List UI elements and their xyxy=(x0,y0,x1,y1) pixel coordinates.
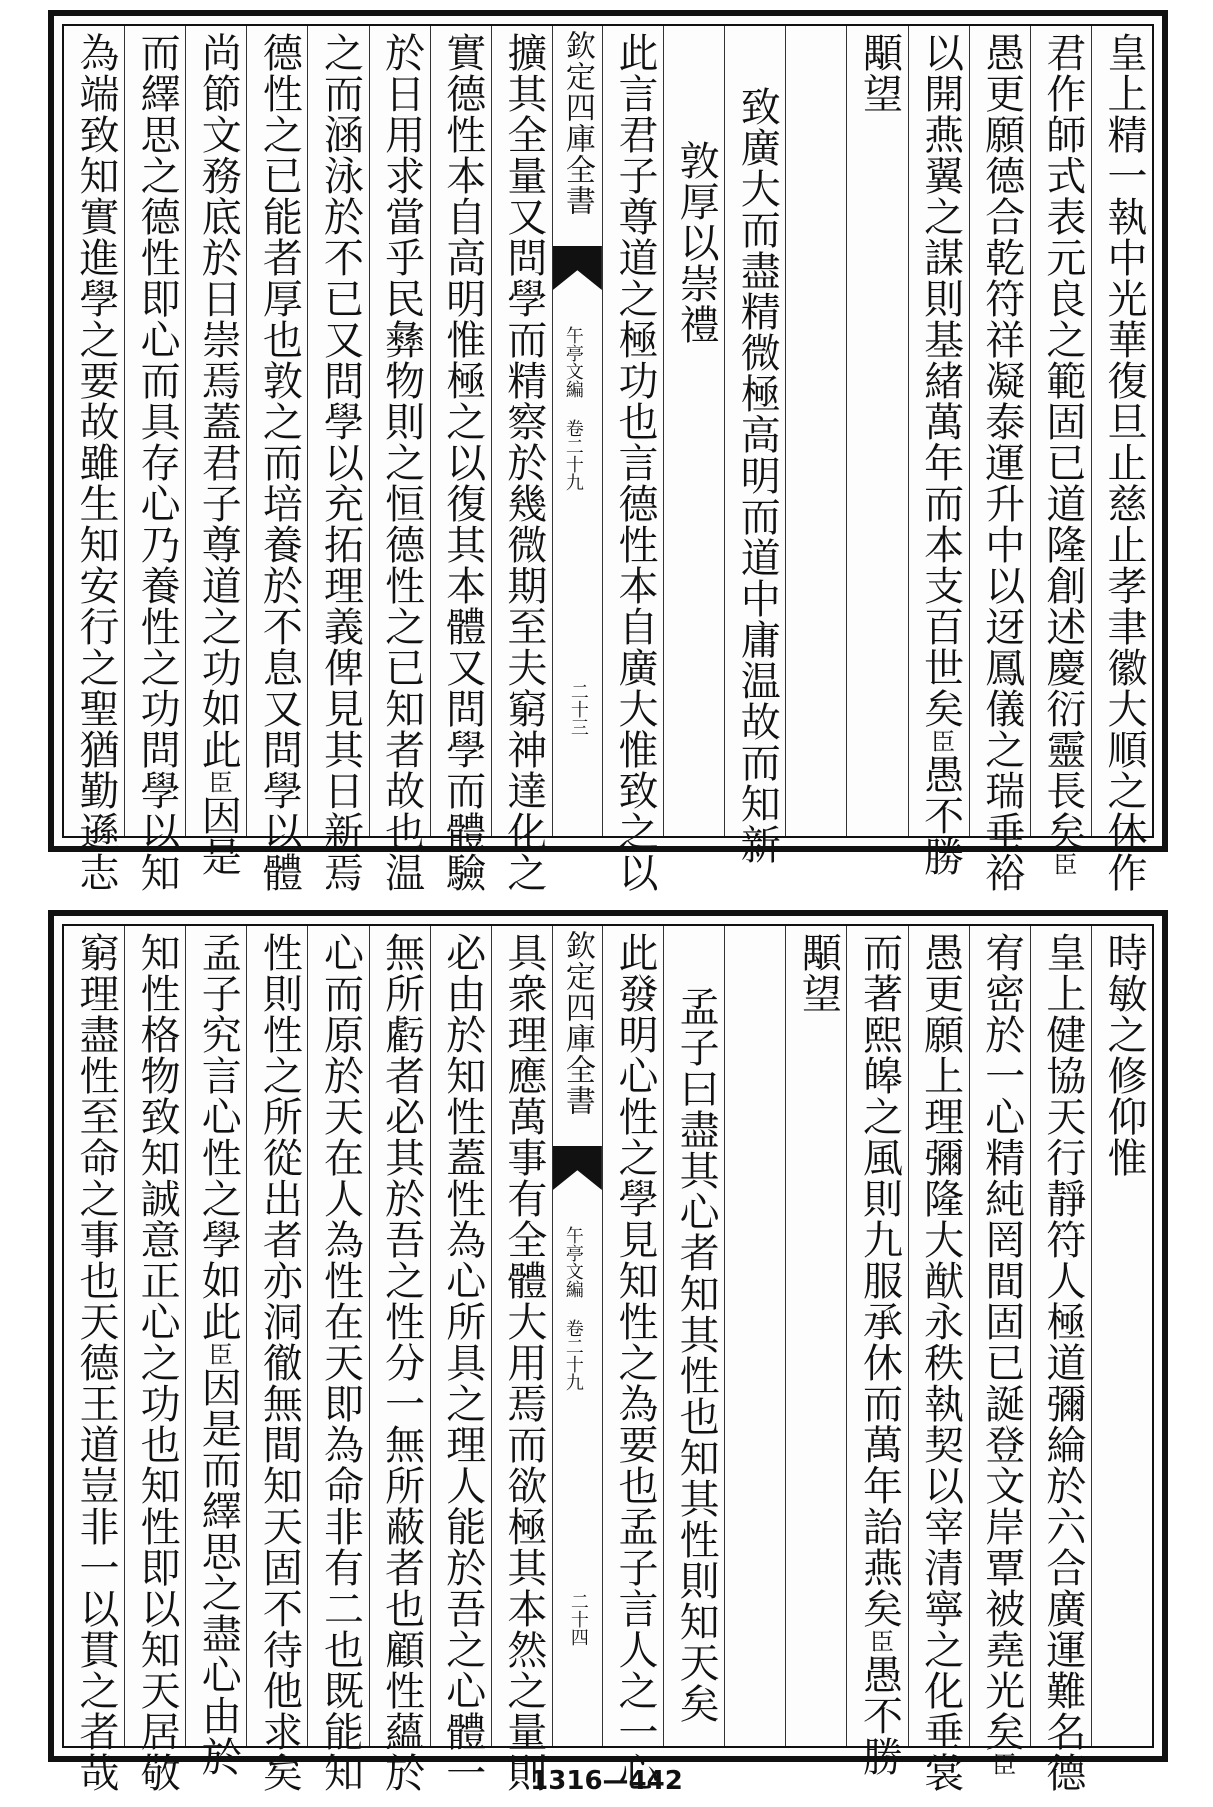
column-text: 實德性本自高明惟極之以復其本體又問學而體驗 xyxy=(439,32,486,893)
folio-number: 二十三 xyxy=(567,682,589,736)
page-top xyxy=(48,10,1168,893)
column-text: 德性之已能者厚也敦之而培養於不息又問學以體 xyxy=(256,32,303,893)
column-text: 之而涵泳於不已又問學以充拓理義俾見其日新焉 xyxy=(317,32,364,893)
text-column xyxy=(663,926,724,1746)
text-column xyxy=(1030,926,1091,1793)
subject-note: 臣 xyxy=(204,1342,233,1367)
text-column xyxy=(908,26,969,877)
text-column xyxy=(430,26,491,893)
column-text: 愚更願德合乾符祥凝泰運升中以迓鳳儀之瑞垂裕 xyxy=(978,32,1025,893)
subject-note: 臣 xyxy=(865,1629,894,1654)
text-column xyxy=(1091,26,1152,893)
volume-label: 午亭文編 卷二十九 xyxy=(562,326,584,491)
column-tail-text: 愚不勝 xyxy=(917,754,964,877)
text-column xyxy=(369,926,430,1793)
folio-number: 二十四 xyxy=(567,1592,589,1646)
column-text: 知性格物致知誠意正心之功也知性即以知天居敬 xyxy=(134,932,181,1793)
text-column xyxy=(185,926,246,1777)
text-column xyxy=(124,26,185,893)
column-text: 顒望 xyxy=(795,932,842,1014)
text-column xyxy=(969,26,1030,893)
column-text: 窮理盡性至命之事也天德王道豈非一以貫之者哉 xyxy=(73,932,119,1793)
column-text: 顒望 xyxy=(856,32,903,114)
text-column xyxy=(307,926,368,1793)
text-column xyxy=(124,926,185,1793)
text-column xyxy=(491,26,552,893)
column-text: 為端致知實進學之要故雖生知安行之聖猶勤遜志 xyxy=(73,32,119,893)
text-column xyxy=(663,26,724,836)
text-column xyxy=(724,926,785,1746)
column-tail-text: 因是而繹思之盡心由於 xyxy=(195,1367,242,1777)
column-text: 宥密於一心精純罔間固已誕登文岸覃被堯光矣 xyxy=(978,932,1025,1752)
text-column xyxy=(1091,926,1152,1746)
text-column xyxy=(908,926,969,1793)
text-column xyxy=(785,26,846,836)
column-text: 孟子曰盡其心者知其性也知其性則知天矣 xyxy=(673,986,720,1724)
column-text: 具衆理應萬事有全體大用焉而欲極其本然之量則 xyxy=(500,932,547,1793)
center-fold-column xyxy=(552,26,602,836)
column-text: 致廣大而盡精微極高明而道中庸温故而知新 xyxy=(734,86,781,865)
text-column xyxy=(491,926,552,1793)
text-column xyxy=(64,926,124,1793)
column-text: 皇上精一執中光華復旦止慈止孝聿徽大順之休作 xyxy=(1101,32,1147,893)
column-text: 而繹思之德性即心而具存心乃養性之功問學以知 xyxy=(134,32,181,893)
text-column xyxy=(846,26,907,836)
text-column xyxy=(430,926,491,1793)
text-column xyxy=(369,26,430,893)
text-column xyxy=(246,26,307,893)
column-text: 心而原於天在人為性在天即為命非有二也既能知 xyxy=(317,932,364,1793)
column-text: 敦厚以崇禮 xyxy=(673,140,720,345)
text-column xyxy=(602,926,663,1793)
text-column xyxy=(785,926,846,1746)
column-text: 而著熙皞之風則九服承休而萬年詒燕矣 xyxy=(856,932,903,1629)
column-text: 尚節文務底於日崇焉蓋君子尊道之功如此 xyxy=(195,32,242,770)
book-title: 欽定四庫全書 xyxy=(559,30,595,216)
text-column xyxy=(1030,26,1091,877)
column-text: 此言君子尊道之極功也言德性本自廣大惟致之以 xyxy=(612,32,658,893)
column-text: 君作師式表元良之範固已道隆創述慶衍靈長矣 xyxy=(1039,32,1086,852)
column-text: 時敏之修仰惟 xyxy=(1101,932,1147,1178)
column-text: 無所虧者必其於吾之性分一無所蔽者也顧性蘊於 xyxy=(378,932,425,1793)
column-text: 以開燕翼之謀則基緒萬年而本支百世矣 xyxy=(917,32,964,729)
text-column xyxy=(246,926,307,1793)
subject-note: 臣 xyxy=(1048,852,1077,877)
text-column xyxy=(846,926,907,1777)
text-column xyxy=(969,926,1030,1777)
column-text: 此發明心性之學見知性之為要也孟子言人之一心 xyxy=(612,932,658,1793)
volume-label: 午亭文編 卷二十九 xyxy=(562,1226,584,1391)
subject-note: 臣 xyxy=(926,729,955,754)
page-footer-number: 1316—442 xyxy=(530,1766,683,1796)
column-tail-text: 因是 xyxy=(195,795,242,877)
text-column xyxy=(185,26,246,877)
subject-note: 臣 xyxy=(204,770,233,795)
column-text: 必由於知性蓋性為心所具之理人能於吾之心體一 xyxy=(439,932,486,1793)
column-text: 性則性之所從出者亦洞徹無間知天固不待他求矣 xyxy=(256,932,303,1793)
fish-tail-mark xyxy=(553,1146,602,1190)
text-column xyxy=(724,26,785,865)
text-column xyxy=(602,26,663,893)
column-text: 愚更願上理彌隆大猷永秩執契以宰清寧之化垂裳 xyxy=(917,932,964,1793)
text-column xyxy=(64,26,124,893)
column-text: 皇上健協天行靜符人極道彌綸於六合廣運難名德 xyxy=(1039,932,1086,1793)
center-fold-column xyxy=(552,926,602,1746)
column-text: 孟子究言心性之學如此 xyxy=(195,932,242,1342)
column-text: 擴其全量又問學而精察於幾微期至夫窮神達化之 xyxy=(500,32,547,893)
column-tail-text: 愚不勝 xyxy=(856,1654,903,1777)
page-top-columns xyxy=(62,24,1154,893)
subject-note: 臣 xyxy=(987,1752,1016,1777)
fish-tail-mark xyxy=(553,246,602,290)
book-title: 欽定四庫全書 xyxy=(559,930,595,1116)
column-text: 於日用求當乎民彝物則之恒德性之已知者故也温 xyxy=(378,32,425,893)
text-column xyxy=(307,26,368,893)
